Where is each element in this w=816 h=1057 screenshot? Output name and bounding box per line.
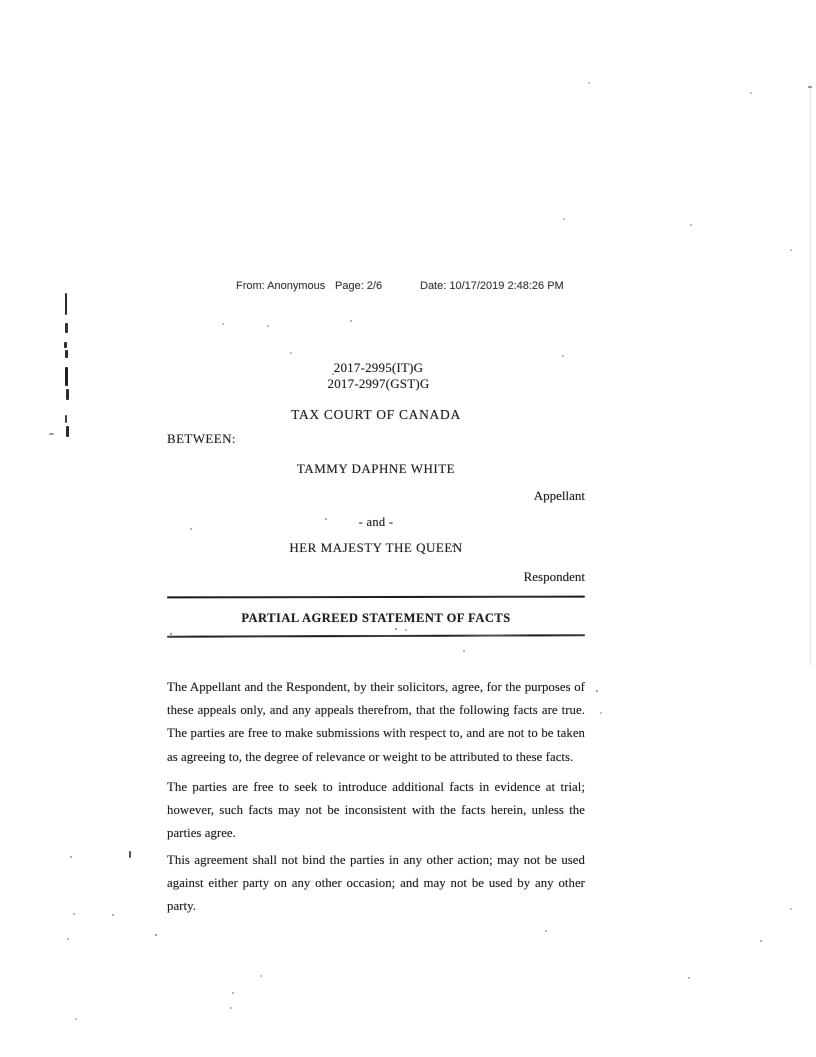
case-number-line: 2017-2997(GST)G bbox=[327, 375, 430, 391]
appellant-name: TAMMY DAPHNE WHITE bbox=[296, 461, 456, 476]
scan-artifact-mark bbox=[65, 367, 68, 386]
scan-artifact-mark bbox=[129, 851, 131, 858]
case-numbers bbox=[167, 360, 585, 391]
case-number-line: 2017-2995(IT)G bbox=[333, 360, 424, 375]
body-paragraph: The Appellant and the Respondent, by their solicitors, agree, for the purposes of these appeals only, and any appeals therefrom, that the following facts are true. The parties are free to make submissions with respect to, and are not to be taken as agreeing to, the degree of relevance or weight to be attributed to these facts. bbox=[167, 680, 585, 764]
respondent-name: HER MAJESTY THE QUEEN bbox=[289, 540, 463, 555]
court-name: TAX COURT OF CANADA bbox=[291, 407, 461, 422]
scan-edge-line bbox=[810, 85, 811, 665]
scan-artifact-mark bbox=[49, 433, 54, 435]
fax-from-label: From: Anonymous bbox=[236, 280, 326, 292]
fax-page-label: Page: 2/6 bbox=[335, 280, 383, 292]
scan-artifact-mark bbox=[65, 350, 68, 358]
and-separator: - and - bbox=[358, 515, 394, 529]
scan-artifact-mark bbox=[65, 293, 67, 315]
scan-noise-dots bbox=[0, 0, 2, 2]
scan-artifact-mark bbox=[64, 342, 67, 348]
scan-edge-mark bbox=[808, 86, 812, 88]
scan-artifact-mark bbox=[65, 323, 68, 333]
body-paragraph: This agreement shall not bind the parties in any other action; may not be used against either party on any other occasion; and may not be used by any other party. bbox=[167, 853, 585, 914]
scan-artifact-mark bbox=[65, 415, 67, 423]
appellant-role-label: Appellant bbox=[533, 488, 585, 503]
fax-date-label: Date: 10/17/2019 2:48:26 PM bbox=[420, 280, 564, 292]
body-paragraph: The parties are free to seek to introduce additional facts in evidence at trial; however, such facts may not be inconsistent with the facts herein, unless the parties agree. bbox=[167, 780, 585, 841]
horizontal-rule-top bbox=[167, 596, 585, 599]
scan-artifact-mark bbox=[66, 426, 69, 437]
document-title: PARTIAL AGREED STATEMENT OF FACTS bbox=[241, 611, 511, 625]
document-body bbox=[167, 0, 585, 1057]
respondent-role-label: Respondent bbox=[523, 569, 585, 584]
between-label: BETWEEN: bbox=[167, 431, 236, 446]
horizontal-rule-bottom bbox=[167, 634, 585, 637]
scan-artifact-mark bbox=[66, 389, 69, 400]
